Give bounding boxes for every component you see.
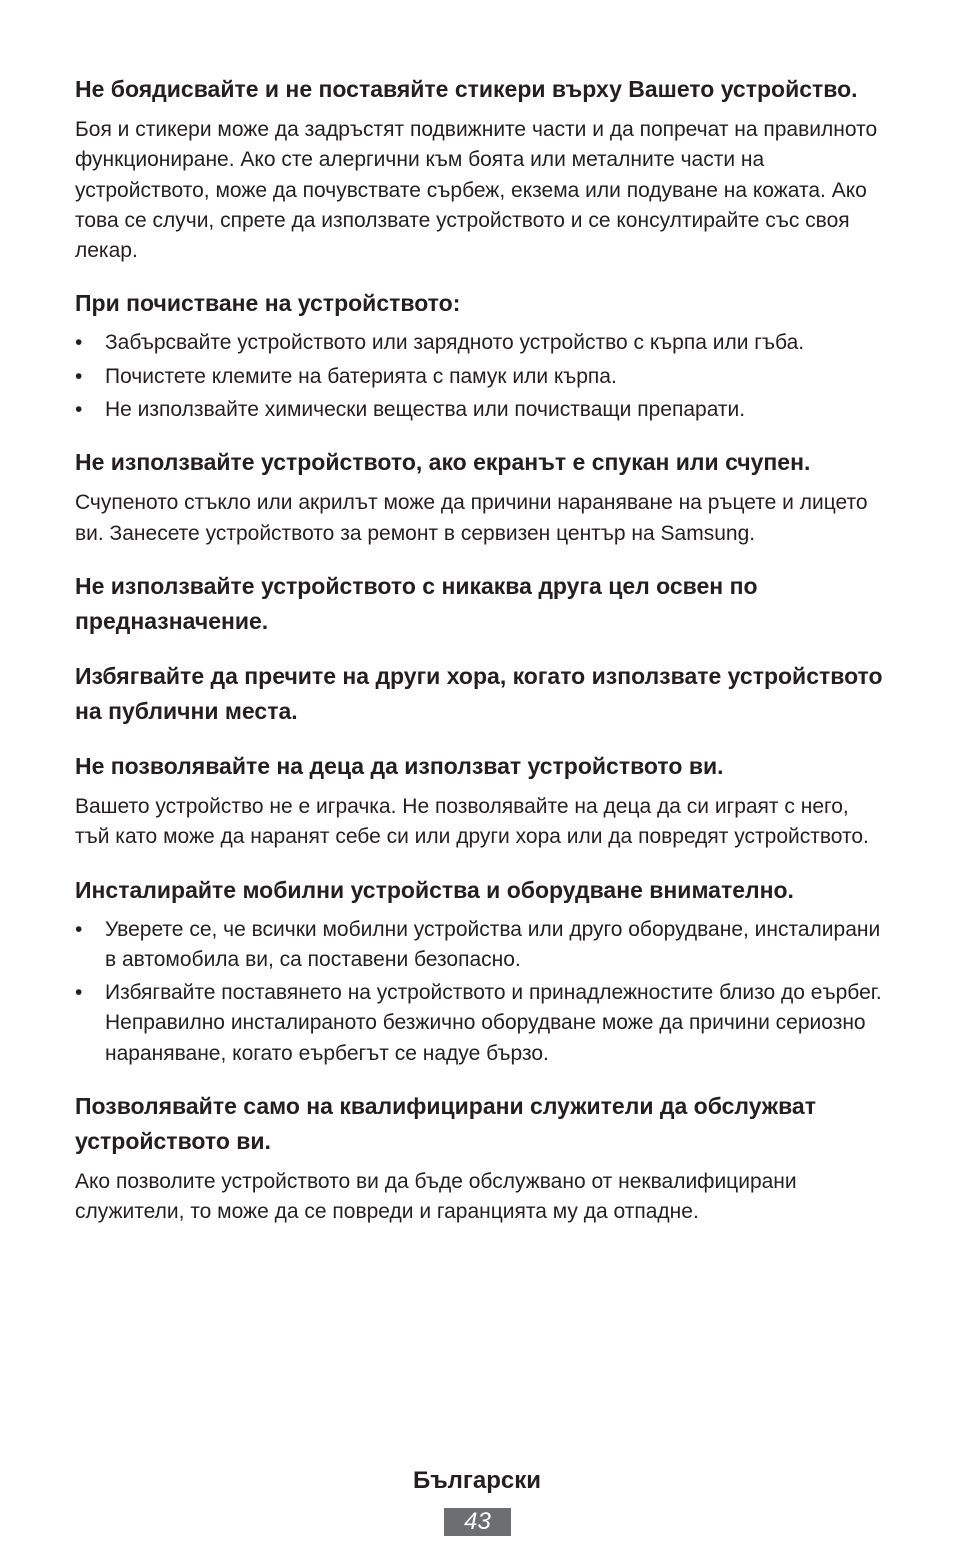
- section-heading: Не използвайте устройството с никаква друга цел освен по предназначение.: [75, 572, 758, 634]
- section-cleaning: [75, 286, 885, 425]
- section-paragraph: Боя и стикери може да задръстят подвижните части и да попречат на правилното функциониране. Ако сте алергични към боята или металните части на устройството, може да почувствате сърбеж, екзема или подуване на кожата. Ако това се случи, спрете да използвате устройството и се консултирайте със своя лекар.: [75, 118, 878, 263]
- section-heading: Не позволявайте на деца да използват устройството ви.: [75, 752, 724, 779]
- section-qualified-service: [75, 1089, 885, 1228]
- list-item: [75, 328, 885, 358]
- section-mobile-install: [75, 873, 885, 1069]
- list-item-text: Забърсвайте устройството или зарядното устройство с кърпа или гъба.: [105, 331, 805, 355]
- section-heading: Позволявайте само на квалифицирани служители да обслужват устройството ви.: [75, 1093, 816, 1155]
- list-item: [75, 915, 885, 976]
- section-broken-screen: [75, 445, 885, 549]
- list-item-text: Не използвайте химически вещества или почистващи препарати.: [105, 398, 746, 422]
- section-heading: Не използвайте устройството, ако екранът е спукан или счупен.: [75, 449, 811, 476]
- list-item-text: Почистете клемите на батерията с памук или кърпа.: [105, 364, 617, 388]
- list-item: [75, 978, 885, 1069]
- section-heading: Избягвайте да пречите на други хора, когато използвате устройството на публични места.: [75, 662, 883, 724]
- page-number: 43: [444, 1508, 511, 1536]
- list-item-text: Уверете се, че всички мобилни устройства или друго оборудване, инсталирани в автомобила ви, са поставени безопасно.: [105, 917, 881, 971]
- bullet-icon: •: [75, 364, 83, 388]
- list-item-text: Избягвайте поставянето на устройството и принадлежностите близо до еърбег. Неправилно инсталираното безжично оборудване може да причини сериозно нараняване, когато еърбегът се надуе бързо.: [105, 981, 882, 1065]
- bullet-icon: •: [75, 981, 83, 1005]
- section-heading: При почистване на устройството:: [75, 290, 461, 317]
- bullet-icon: •: [75, 331, 83, 355]
- section-public-places: [75, 659, 885, 729]
- bullet-icon: •: [75, 398, 83, 422]
- list-item: [75, 395, 885, 425]
- bullet-list: [75, 328, 885, 425]
- section-paint-stickers: [75, 72, 885, 266]
- section-heading: Инсталирайте мобилни устройства и оборудване внимателно.: [75, 876, 794, 903]
- footer-language: Български: [412, 1467, 542, 1494]
- section-paragraph: Ако позволите устройството ви да бъде обслужвано от неквалифицирани служители, то може да се повреди и гаранцията му да отпадне.: [75, 1170, 797, 1224]
- section-heading: Не боядисвайте и не поставяйте стикери върху Вашето устройство.: [75, 76, 858, 102]
- bullet-icon: •: [75, 917, 83, 941]
- section-paragraph: Счупеното стъкло или акрилът може да причини нараняване на ръцете и лицето ви. Занесете устройството за ремонт в сервизен център на Samsung.: [75, 491, 868, 545]
- list-item: [75, 362, 885, 392]
- section-children: [75, 749, 885, 853]
- section-intended-use: [75, 569, 885, 639]
- bullet-list: [75, 915, 885, 1069]
- document-body: [75, 72, 885, 1228]
- section-paragraph: Вашето устройство не е играчка. Не позволявайте на деца да си играят с него, тъй като може да наранят себе си или други хора или да повредят устройството.: [75, 794, 869, 849]
